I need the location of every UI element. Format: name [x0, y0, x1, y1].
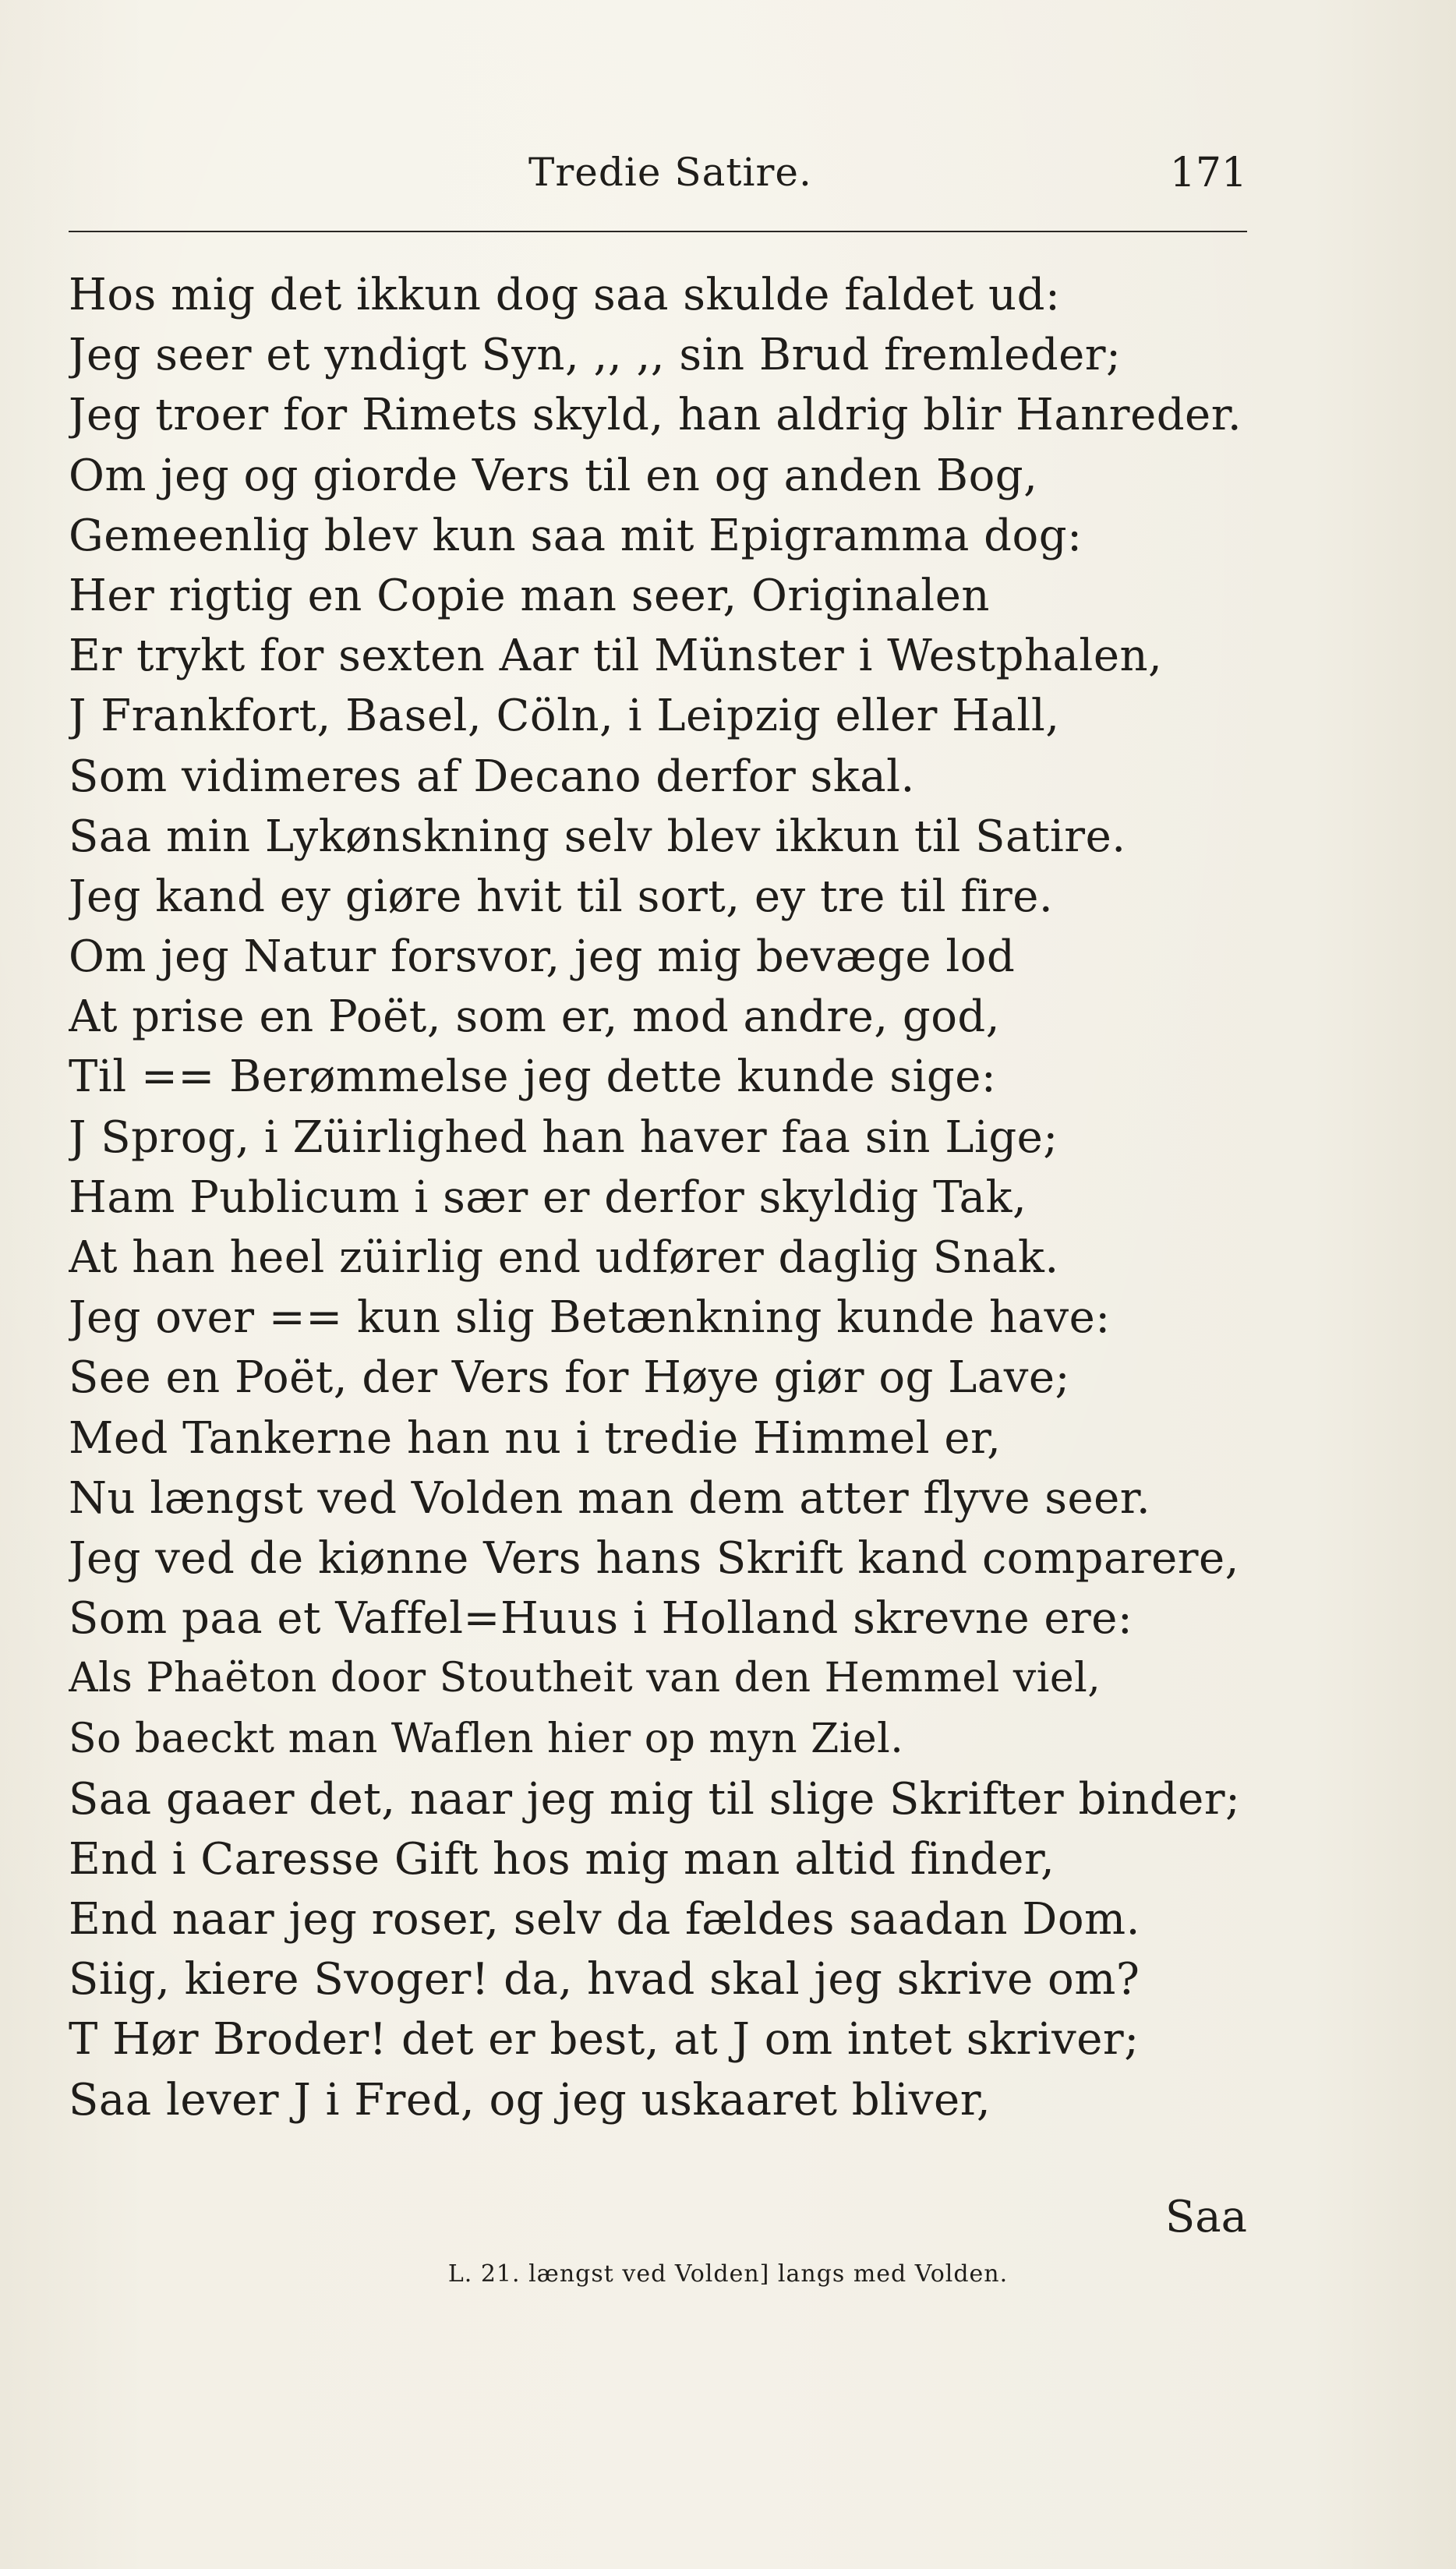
- verse-line: Saa lever J i Fred, og jeg uskaaret bliver,: [69, 2074, 991, 2126]
- verse-line: Som vidimeres af Decano derfor skal.: [69, 751, 915, 802]
- verse-line: Jeg seer et yndigt Syn, ,, ,, sin Brud fremleder;: [69, 330, 1122, 381]
- verse-line: Jeg ved de kiønne Vers hans Skrift kand comparere,: [69, 1532, 1239, 1584]
- page-number: 171: [1169, 150, 1247, 196]
- verse-line: J Frankfort, Basel, Cöln, i Leipzig eller Hall,: [69, 691, 1060, 742]
- verse-line: Som paa et Vaffel=Huus i Holland skrevne ere:: [69, 1593, 1133, 1645]
- verse-line: Til == Berømmelse jeg dette kunde sige:: [69, 1051, 997, 1103]
- verse-line: J Sprog, i Züirlighed han haver faa sin Lige;: [69, 1111, 1058, 1163]
- verse-line: Hos mig det ikkun dog saa skulde faldet ud:: [69, 270, 1061, 320]
- verse-line: Med Tankerne han nu i tredie Himmel er,: [69, 1412, 1002, 1464]
- verse-block: [69, 265, 1247, 2130]
- verse-line: Saa gaaer det, naar jeg mig til slige Skrifter binder;: [69, 1773, 1241, 1825]
- verse-line-dutch: Als Phaëton door Stoutheit van den Hemmel viel,: [69, 1655, 1101, 1702]
- verse-line: Saa min Lykønskning selv blev ikkun til Satire.: [69, 811, 1126, 862]
- header-rule: [69, 231, 1247, 232]
- page-header: [69, 150, 1247, 204]
- verse-line-dutch: So baeckt man Waflen hier op myn Ziel.: [69, 1715, 904, 1762]
- verse-line: Jeg kand ey giøre hvit til sort, ey tre til fire.: [69, 871, 1054, 922]
- running-title: Tredie Satire.: [528, 150, 812, 195]
- verse-line: Gemeenlig blev kun saa mit Epigramma dog:: [69, 510, 1083, 561]
- verse-line: At prise en Poët, som er, mod andre, god,: [69, 991, 1001, 1043]
- verse-line: Nu længst ved Volden man dem atter flyve seer.: [69, 1472, 1151, 1524]
- verse-line: End naar jeg roser, selv da fældes saadan Dom.: [69, 1894, 1140, 1945]
- verse-line: Ham Publicum i sær er derfor skyldig Tak,: [69, 1171, 1027, 1223]
- verse-line: Jeg troer for Rimets skyld, han aldrig blir Hanreder.: [69, 390, 1242, 441]
- footnote: L. 21. længst ved Volden] langs med Volden.: [447, 2260, 1009, 2288]
- verse-line: Om jeg Natur forsvor, jeg mig bevæge lod: [69, 931, 1016, 983]
- verse-line: Jeg over == kun slig Betænkning kunde have:: [69, 1292, 1111, 1344]
- verse-line: Her rigtig en Copie man seer, Originalen: [69, 570, 990, 621]
- verse-line: Om jeg og giorde Vers til en og anden Bog,: [69, 450, 1038, 501]
- verse-line: At han heel züirlig end udfører daglig Snak.: [69, 1232, 1059, 1283]
- verse-line: End i Caresse Gift hos mig man altid finder,: [69, 1833, 1055, 1885]
- catchword: Saa: [1164, 2192, 1247, 2242]
- verse-line: Er trykt for sexten Aar til Münster i Westphalen,: [69, 631, 1163, 682]
- verse-line: See en Poët, der Vers for Høye giør og Lave;: [69, 1352, 1070, 1404]
- verse-line: T Hør Broder! det er best, at J om intet skriver;: [69, 2014, 1140, 2065]
- verse-line: Siig, kiere Svoger! da, hvad skal jeg skrive om?: [69, 1954, 1140, 2005]
